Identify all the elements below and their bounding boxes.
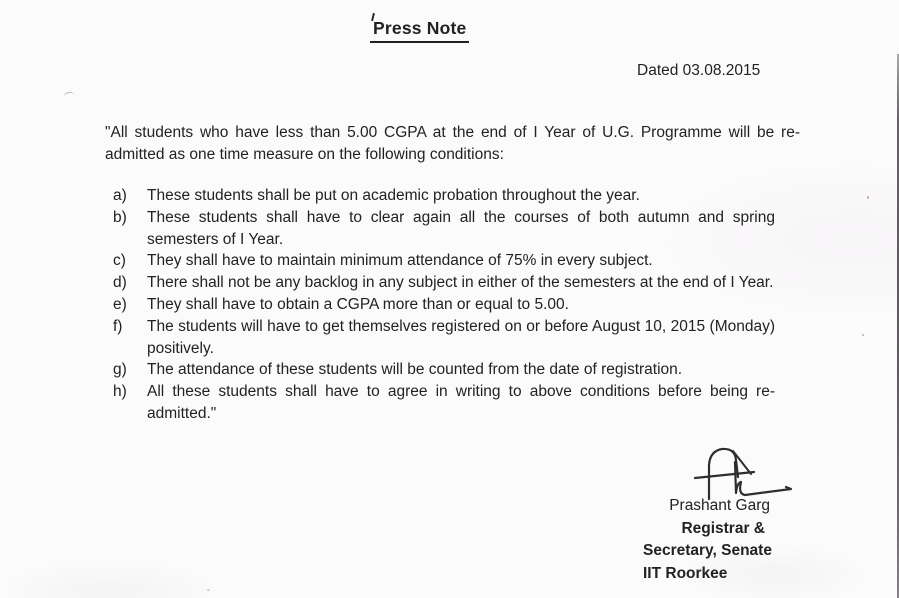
list-item-text: They shall have to maintain minimum attendance of 75% in every subject. <box>147 252 653 270</box>
list-item <box>113 359 775 381</box>
scan-speck <box>867 196 869 199</box>
list-item-label: d) <box>113 274 127 292</box>
list-item <box>113 272 775 294</box>
list-item-label: h) <box>113 383 127 401</box>
signatory-designation: Registrar & <box>681 519 765 537</box>
list-item-label: g) <box>113 361 127 379</box>
list-item-label: c) <box>113 252 126 270</box>
list-item <box>113 250 775 272</box>
list-item-text: All these students shall have to agree in writing to above conditions before being re-admitted." <box>147 383 775 422</box>
list-item <box>113 207 775 251</box>
list-item-text: There shall not be any backlog in any subject in either of the semesters at the end of I Year. <box>147 274 774 292</box>
scan-speck <box>862 334 864 336</box>
list-item-label: b) <box>113 208 127 226</box>
signature-block <box>638 495 772 585</box>
list-item-text: These students shall be put on academic probation throughout the year. <box>147 187 640 204</box>
intro-paragraph: "All students who have less than 5.00 CGPA at the end of I Year of U.G. Programme will be re-admitted as one time measure on the following conditions: <box>105 124 800 163</box>
list-item <box>113 185 775 207</box>
signatory-institute: IIT Roorkee <box>643 564 728 582</box>
list-item-label: f) <box>113 317 123 335</box>
list-item-text: The students will have to get themselves registered on or before August 10, 2015 (Monday) positively. <box>147 317 775 357</box>
list-item <box>113 381 775 425</box>
list-item-text: They shall have to obtain a CGPA more than or equal to 5.00. <box>147 295 569 313</box>
scan-speck <box>207 589 210 591</box>
list-item-text: These students shall have to clear again all the courses of both autumn and spring semesters of I Year. <box>147 208 775 248</box>
list-item <box>113 316 775 360</box>
page-title-text: Press Note <box>373 18 467 38</box>
page-title <box>370 18 469 43</box>
list-item-label: a) <box>113 187 127 204</box>
list-item-label: e) <box>113 295 127 313</box>
signatory-designation: Secretary, Senate <box>643 542 772 560</box>
list-item <box>113 294 775 316</box>
conditions-list <box>113 185 775 425</box>
list-item-text: The attendance of these students will be counted from the date of registration. <box>147 361 683 379</box>
signatory-name: Prashant Garg <box>669 497 770 514</box>
scan-mark <box>64 91 75 99</box>
date-line: Dated 03.08.2015 <box>637 62 761 79</box>
